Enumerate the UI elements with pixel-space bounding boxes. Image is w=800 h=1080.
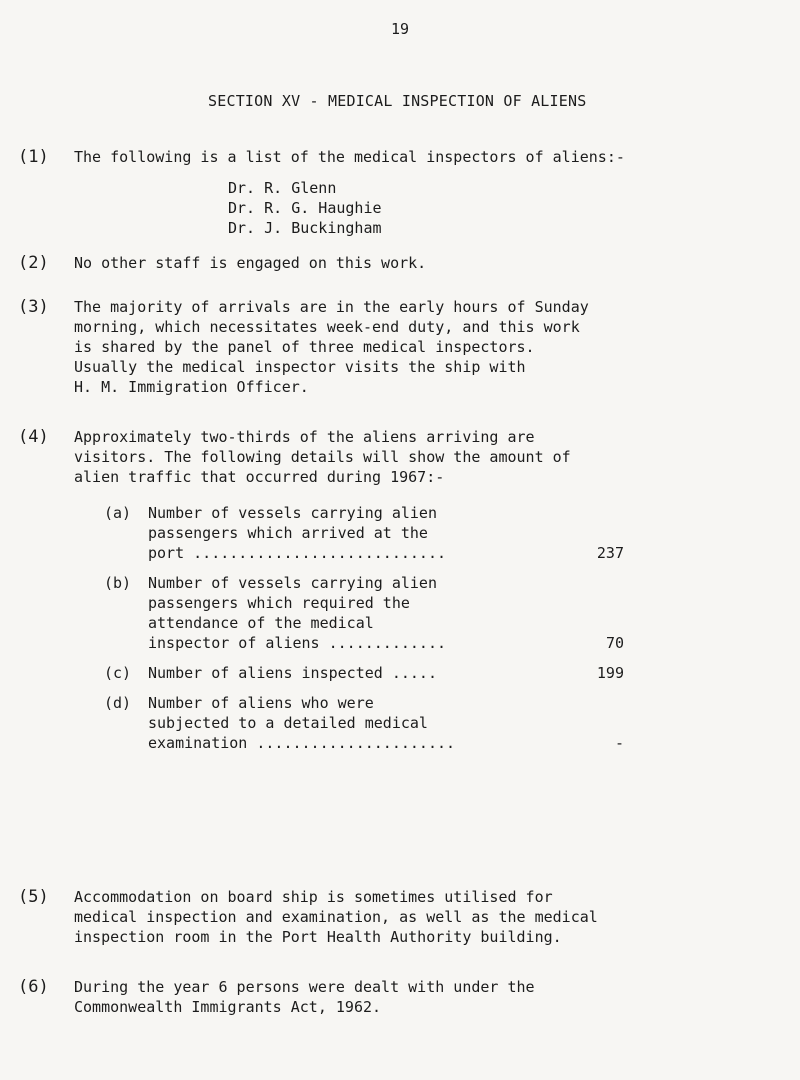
item-line: attendance of the medical [148, 614, 374, 632]
item-text [148, 573, 548, 653]
item-line: Number of aliens inspected ..... [148, 664, 437, 682]
item-label: (d) [104, 694, 132, 712]
item-line: examination ...................... [148, 734, 456, 752]
item-line: passengers which required the [148, 594, 410, 612]
paragraph-line: H. M. Immigration Officer. [74, 378, 309, 396]
item-text [148, 503, 548, 563]
paragraph-number: (2) [18, 253, 49, 273]
paragraph-line: The following is a list of the medical inspectors of aliens:- [74, 148, 625, 166]
paragraph-line: inspection room in the Port Health Authority building. [74, 928, 562, 946]
item-line: passengers which arrived at the [148, 524, 428, 542]
paragraph-line: During the year 6 persons were dealt with under the [74, 978, 535, 996]
paragraph-line: Approximately two-thirds of the aliens arriving are [74, 428, 535, 446]
paragraph-number: (6) [18, 977, 49, 997]
paragraph-number: (1) [18, 147, 49, 167]
paragraph-number: (4) [18, 427, 49, 447]
traffic-item-b [74, 573, 674, 653]
item-label: (b) [104, 574, 132, 592]
item-label: (a) [104, 504, 132, 522]
paragraph-body [74, 297, 786, 397]
paragraph-line: Usually the medical inspector visits the ship with [74, 358, 526, 376]
paragraph-body [74, 427, 786, 753]
page-number: 19 [390, 20, 410, 38]
paragraph-line: morning, which necessitates week-end duty, and this work [74, 318, 580, 336]
item-text [148, 693, 548, 753]
item-line: Number of aliens who were [148, 694, 374, 712]
paragraph-line: The majority of arrivals are in the early hours of Sunday [74, 298, 589, 316]
paragraph-line: visitors. The following details will show the amount of [74, 448, 571, 466]
item-value: 237 [596, 544, 624, 562]
paragraph-body [74, 147, 786, 238]
paragraph-body [74, 887, 786, 947]
section-title: SECTION XV - MEDICAL INSPECTION OF ALIENS [208, 92, 587, 110]
inspector-name: Dr. J. Buckingham [228, 219, 382, 237]
traffic-item-d [74, 693, 674, 753]
paragraph-line: Accommodation on board ship is sometimes utilised for [74, 888, 553, 906]
traffic-item-c [74, 663, 674, 683]
inspector-name: Dr. R. G. Haughie [228, 199, 382, 217]
traffic-item-a [74, 503, 674, 563]
paragraph-line: is shared by the panel of three medical inspectors. [74, 338, 535, 356]
item-value: 199 [596, 664, 624, 682]
inspector-name: Dr. R. Glenn [228, 179, 337, 197]
paragraph-number: (5) [18, 887, 49, 907]
paragraph-line: alien traffic that occurred during 1967:- [74, 468, 445, 486]
paragraph-line: medical inspection and examination, as well as the medical [74, 908, 598, 926]
item-text [148, 663, 548, 683]
paragraph-number: (3) [18, 297, 49, 317]
paragraph-body [74, 977, 786, 1017]
paragraph-line: No other staff is engaged on this work. [74, 254, 427, 272]
item-label: (c) [104, 664, 132, 682]
item-line: subjected to a detailed medical [148, 714, 428, 732]
item-line: inspector of aliens ............. [148, 634, 447, 652]
paragraph-body [74, 253, 786, 273]
item-value: 70 [605, 634, 624, 652]
item-line: Number of vessels carrying alien [148, 504, 437, 522]
item-value: - [614, 734, 624, 752]
item-line: Number of vessels carrying alien [148, 574, 437, 592]
item-line: port ............................ [148, 544, 447, 562]
paragraph-line: Commonwealth Immigrants Act, 1962. [74, 998, 382, 1016]
